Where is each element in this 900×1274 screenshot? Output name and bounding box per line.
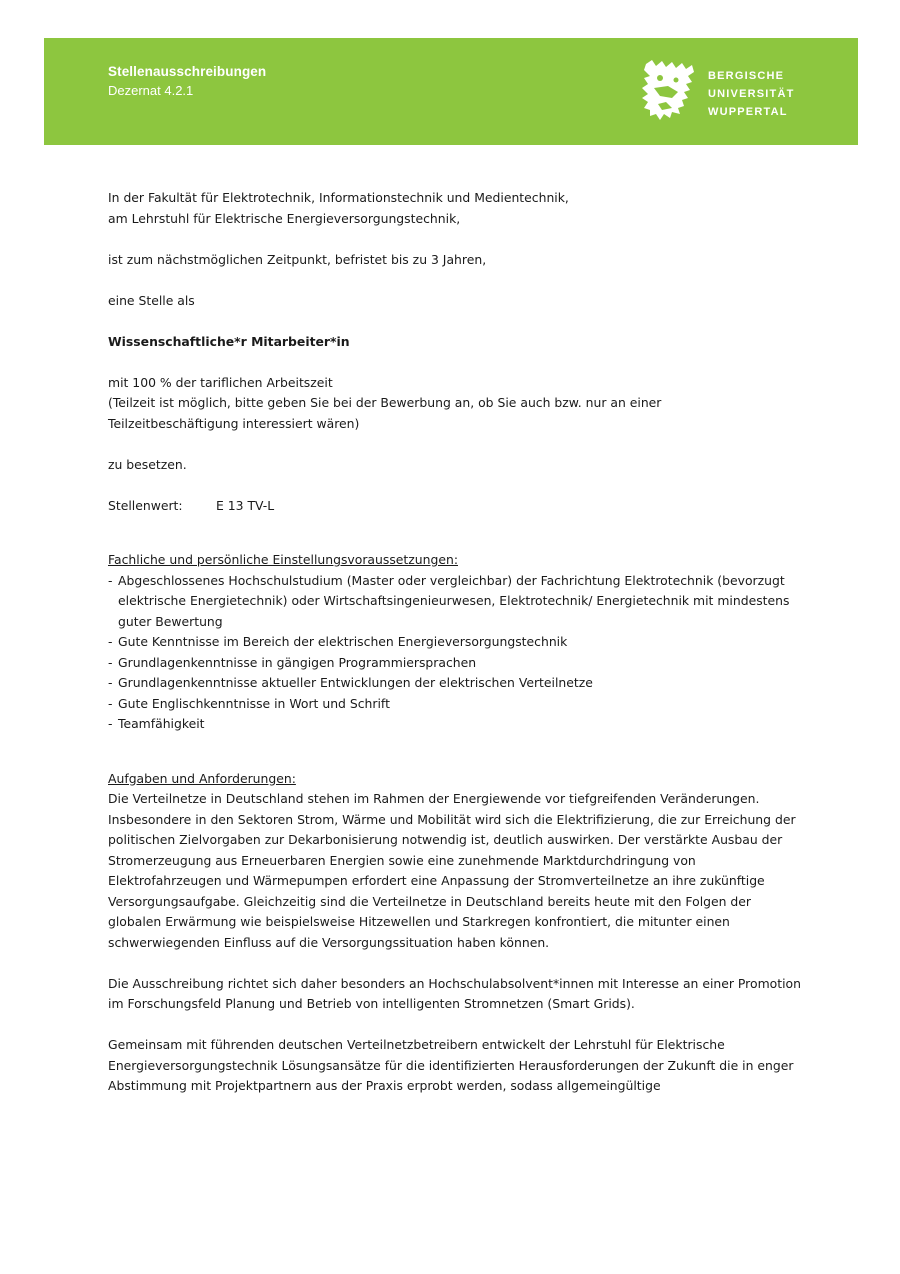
- intro-line-2: am Lehrstuhl für Elektrische Energieversorgungstechnik,: [108, 210, 461, 226]
- intro-line-1: In der Fakultät für Elektrotechnik, Informationstechnik und Medientechnik,: [108, 190, 569, 205]
- salary-label: Stellenwert:: [108, 497, 183, 513]
- timing-text: ist zum nächstmöglichen Zeitpunkt, befristet bis zu 3 Jahren,: [108, 251, 487, 267]
- list-item: - Abgeschlossenes Hochschulstudium (Master oder vergleichbar) der Fachrichtung Elektrotechnik (bevorzugt elektrische Energietechnik) oder Wirtschaftsingenieurwesen, Elektrotechnik/ Energietechnik mit mindestens guter Bewertung: [108, 571, 808, 633]
- logo-line-3: WUPPERTAL: [708, 106, 788, 118]
- list-item: - Teamfähigkeit: [108, 714, 808, 735]
- worktime-line-3: Teilzeitbeschäftigung interessiert wären): [108, 415, 360, 431]
- tasks-paragraph-2: Die Ausschreibung richtet sich daher besonders an Hochschulabsolvent*innen mit Interesse an einer Promotion im Forschungsfeld Planung und Betrieb von intelligenten Stromnetzen (Smart Grids).: [108, 975, 801, 1011]
- logo-line-1: BERGISCHE: [708, 70, 785, 82]
- list-item: - Gute Englischkenntnisse in Wort und Schrift: [108, 694, 808, 715]
- tasks-paragraph-1: Die Verteilnetze in Deutschland stehen im Rahmen der Energiewende vor tiefgreifenden Veränderungen. Insbesondere in den Sektoren Strom, Wärme und Mobilität wird sich die Elektrifizierung, die zur Erreichung der politischen Zielvorgaben zur Dekarbonisierung notwendig ist, deutlich auswirken. Der verstärkte Ausbau der Stromerzeugung aus Erneuerbaren Energien sowie eine zunehmende Marktdurchdringung von Elektrofahrzeugen und Wärmepumpen erfordert eine Anpassung der Stromverteilnetze an ihre zukünftige Versorgungsaufgabe. Gleichzeitig sind die Verteilnetze in Deutschland bereits heute mit den Folgen der globalen Erwärmung wie beispielsweise Hitzewellen und Starkregen konfrontiert, die mitunter einen schwerwiegenden Einfluss auf die Versorgungssituation haben können.: [108, 791, 796, 950]
- position-title: Wissenschaftliche*r Mitarbeiter*in: [108, 333, 350, 349]
- header-subtitle: Dezernat 4.2.1: [108, 83, 194, 98]
- tasks-paragraph-3: Gemeinsam mit führenden deutschen Verteilnetzbetreibern entwickelt der Lehrstuhl für Elektrische Energieversorgungstechnik Lösungsansätze für die identifizierten Herausforderungen der Zukunft die in enger Abstimmung mit Projektpartnern aus der Praxis erprobt werden, sodass allgemeingültige: [108, 1037, 794, 1093]
- document-body: [108, 188, 808, 1097]
- list-item: - Gute Kenntnisse im Bereich der elektrischen Energieversorgungstechnik: [108, 632, 808, 653]
- list-item: - Grundlagenkenntnisse in gängigen Programmiersprachen: [108, 653, 808, 674]
- header-title: Stellenausschreibungen: [108, 64, 267, 79]
- salary-value: E 13 TV-L: [216, 497, 275, 513]
- university-logo-text: [708, 67, 795, 121]
- logo-line-2: UNIVERSITÄT: [708, 88, 795, 100]
- header-banner: [44, 38, 858, 145]
- position-intro: eine Stelle als: [108, 292, 195, 308]
- requirements-heading: Fachliche und persönliche Einstellungsvoraussetzungen:: [108, 552, 458, 567]
- list-item: - Grundlagenkenntnisse aktueller Entwicklungen der elektrischen Verteilnetze: [108, 673, 808, 694]
- to-fill-text: zu besetzen.: [108, 456, 187, 472]
- requirements-list: [108, 571, 808, 735]
- tasks-heading: Aufgaben und Anforderungen:: [108, 770, 296, 786]
- salary-row: [108, 496, 808, 517]
- lion-crest-icon: [638, 58, 700, 122]
- worktime-line-2: (Teilzeit ist möglich, bitte geben Sie bei der Bewerbung an, ob Sie auch bzw. nur an einer: [108, 395, 662, 410]
- worktime-line-1: mit 100 % der tariflichen Arbeitszeit: [108, 374, 333, 390]
